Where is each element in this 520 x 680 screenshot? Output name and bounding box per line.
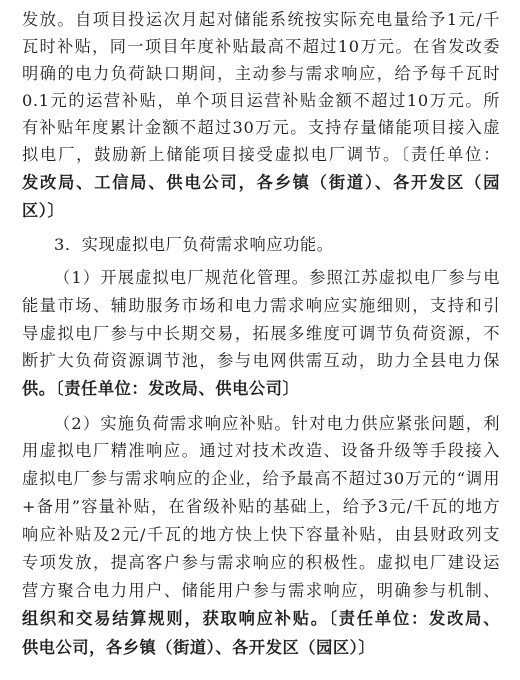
text-line-6: 拟电厂，鼓励新上储能项目接受虚拟电厂调节。〔责任单位： xyxy=(22,145,500,164)
text-line-4: 0.1元的运营补贴，单个项目运营补贴金额不超过10万元。所 xyxy=(22,91,500,110)
item-2-line-3: 虚拟电厂参与需求响应的企业，给予最高不超过30万元的“调用 xyxy=(22,469,500,488)
item-2-line-7: 营方聚合电力用户、储能用户参与需求响应，明确参与机制、 xyxy=(22,581,500,600)
item-2-line-8: 组织和交易结算规则，获取响应补贴。〔责任单位：发改局、 xyxy=(22,609,500,628)
item-1-line-4: 断扩大负荷资源调节池，参与电网供需互动，助力全县电力保 xyxy=(22,351,500,370)
text-line-2: 瓦时补贴，同一项目年度补贴最高不超过10万元。在省发改委 xyxy=(22,37,500,56)
item-2-line-6: 专项发放，提高客户参与需求响应的积极性。虚拟电厂建设运 xyxy=(22,553,500,572)
item-1-responsibility: 供。〔责任单位：发改局、供电公司〕 xyxy=(22,379,300,398)
item-1-line-1: （1）开展虚拟电厂规范化管理。参照江苏虚拟电厂参与电 xyxy=(54,268,500,287)
responsibility-line-1: 发改局、工信局、供电公司，各乡镇（街道）、各开发区（园 xyxy=(22,173,500,192)
item-1-line-3: 导虚拟电厂参与中长期交易，拓展多维度可调节负荷资源，不 xyxy=(22,324,500,343)
item-1-line-2: 能量市场、辅助服务市场和电力需求响应实施细则，支持和引 xyxy=(22,296,500,315)
item-2-line-2: 用虚拟电厂精准响应。通过对技术改造、设备升级等手段接入 xyxy=(22,441,500,460)
text-line-3: 明确的电力负荷缺口期间，主动参与需求响应，给予每千瓦时 xyxy=(22,64,500,83)
text-line-1: 发放。自项目投运次月起对储能系统按实际充电量给予1元/千 xyxy=(22,10,500,29)
item-2-line-5: 响应补贴及2元/千瓦的地方快上快下容量补贴，由县财政列支 xyxy=(22,525,500,544)
item-2-line-4: +备用”容量补贴，在省级补贴的基础上，给予3元/千瓦的地方 xyxy=(22,497,500,516)
item-2-responsibility: 供电公司，各乡镇（街道）、各开发区（园区）〕 xyxy=(22,638,376,657)
section-heading-3: 3．实现虚拟电厂负荷需求响应功能。 xyxy=(54,235,334,254)
text-line-5: 有补贴年度累计金额不超过30万元。支持存量储能项目接入虚 xyxy=(22,118,500,137)
item-2-line-1: （2）实施负荷需求响应补贴。针对电力供应紧张问题，利 xyxy=(54,414,500,433)
responsibility-line-2: 区）〕 xyxy=(22,201,65,220)
